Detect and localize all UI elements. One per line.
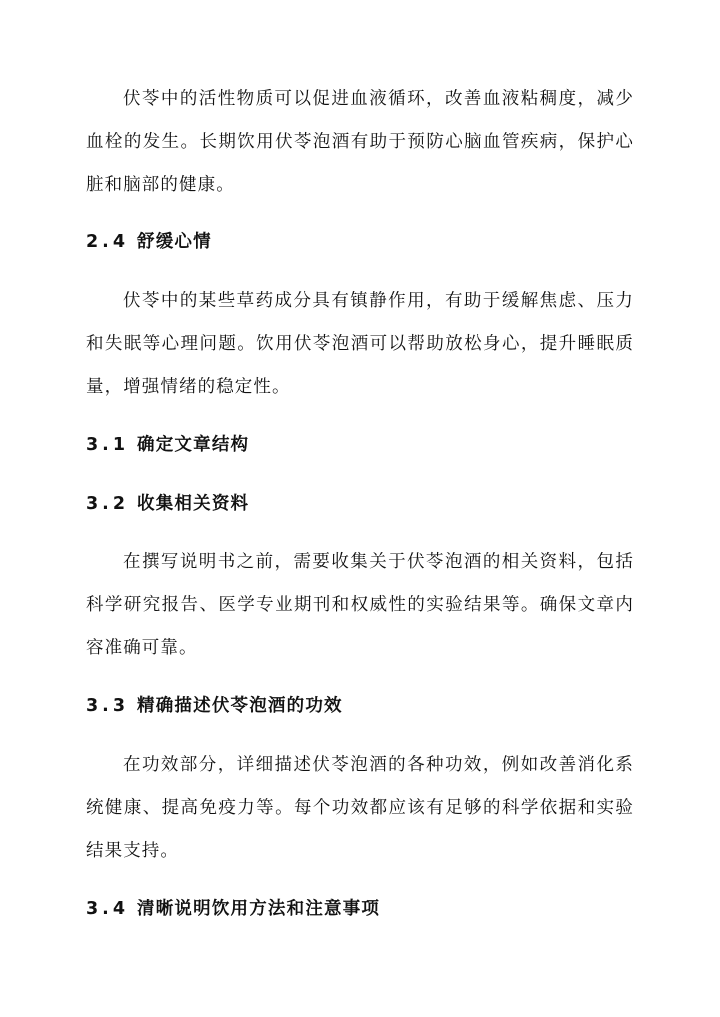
section-title: 精确描述伏苓泡酒的功效 — [137, 696, 343, 716]
paragraph-mood: 伏苓中的某些草药成分具有镇静作用，有助于缓解焦虑、压力和失眠等心理问题。饮用伏苓泡酒可以帮助放松身心，提升睡眠质量，增强情绪的稳定性。 — [86, 291, 634, 397]
section-heading-3-4 — [86, 888, 380, 931]
section-number: 2.4 — [86, 232, 130, 252]
section-heading-3-2 — [86, 483, 249, 526]
section-number: 3.4 — [86, 899, 130, 919]
paragraph-efficacy: 在功效部分，详细描述伏苓泡酒的各种功效，例如改善消化系统健康、提高免疫力等。每个功效都应该有足够的科学依据和实验结果支持。 — [86, 755, 634, 861]
section-number: 3.1 — [86, 435, 130, 455]
section-number: 3.2 — [86, 494, 130, 514]
section-heading-3-3 — [86, 685, 343, 728]
section-number: 3.3 — [86, 696, 130, 716]
section-heading-3-1 — [86, 424, 249, 467]
section-title: 确定文章结构 — [137, 435, 250, 455]
paragraph-collect-materials: 在撰写说明书之前，需要收集关于伏苓泡酒的相关资料，包括科学研究报告、医学专业期刊和权威性的实验结果等。确保文章内容准确可靠。 — [86, 552, 634, 658]
section-heading-2-4 — [86, 221, 212, 264]
paragraph-circulation: 伏苓中的活性物质可以促进血液循环，改善血液粘稠度，减少血栓的发生。长期饮用伏苓泡酒有助于预防心脑血管疾病，保护心脏和脑部的健康。 — [86, 89, 634, 195]
section-title: 舒缓心情 — [137, 232, 212, 252]
section-title: 清晰说明饮用方法和注意事项 — [137, 899, 381, 919]
section-title: 收集相关资料 — [137, 494, 250, 514]
